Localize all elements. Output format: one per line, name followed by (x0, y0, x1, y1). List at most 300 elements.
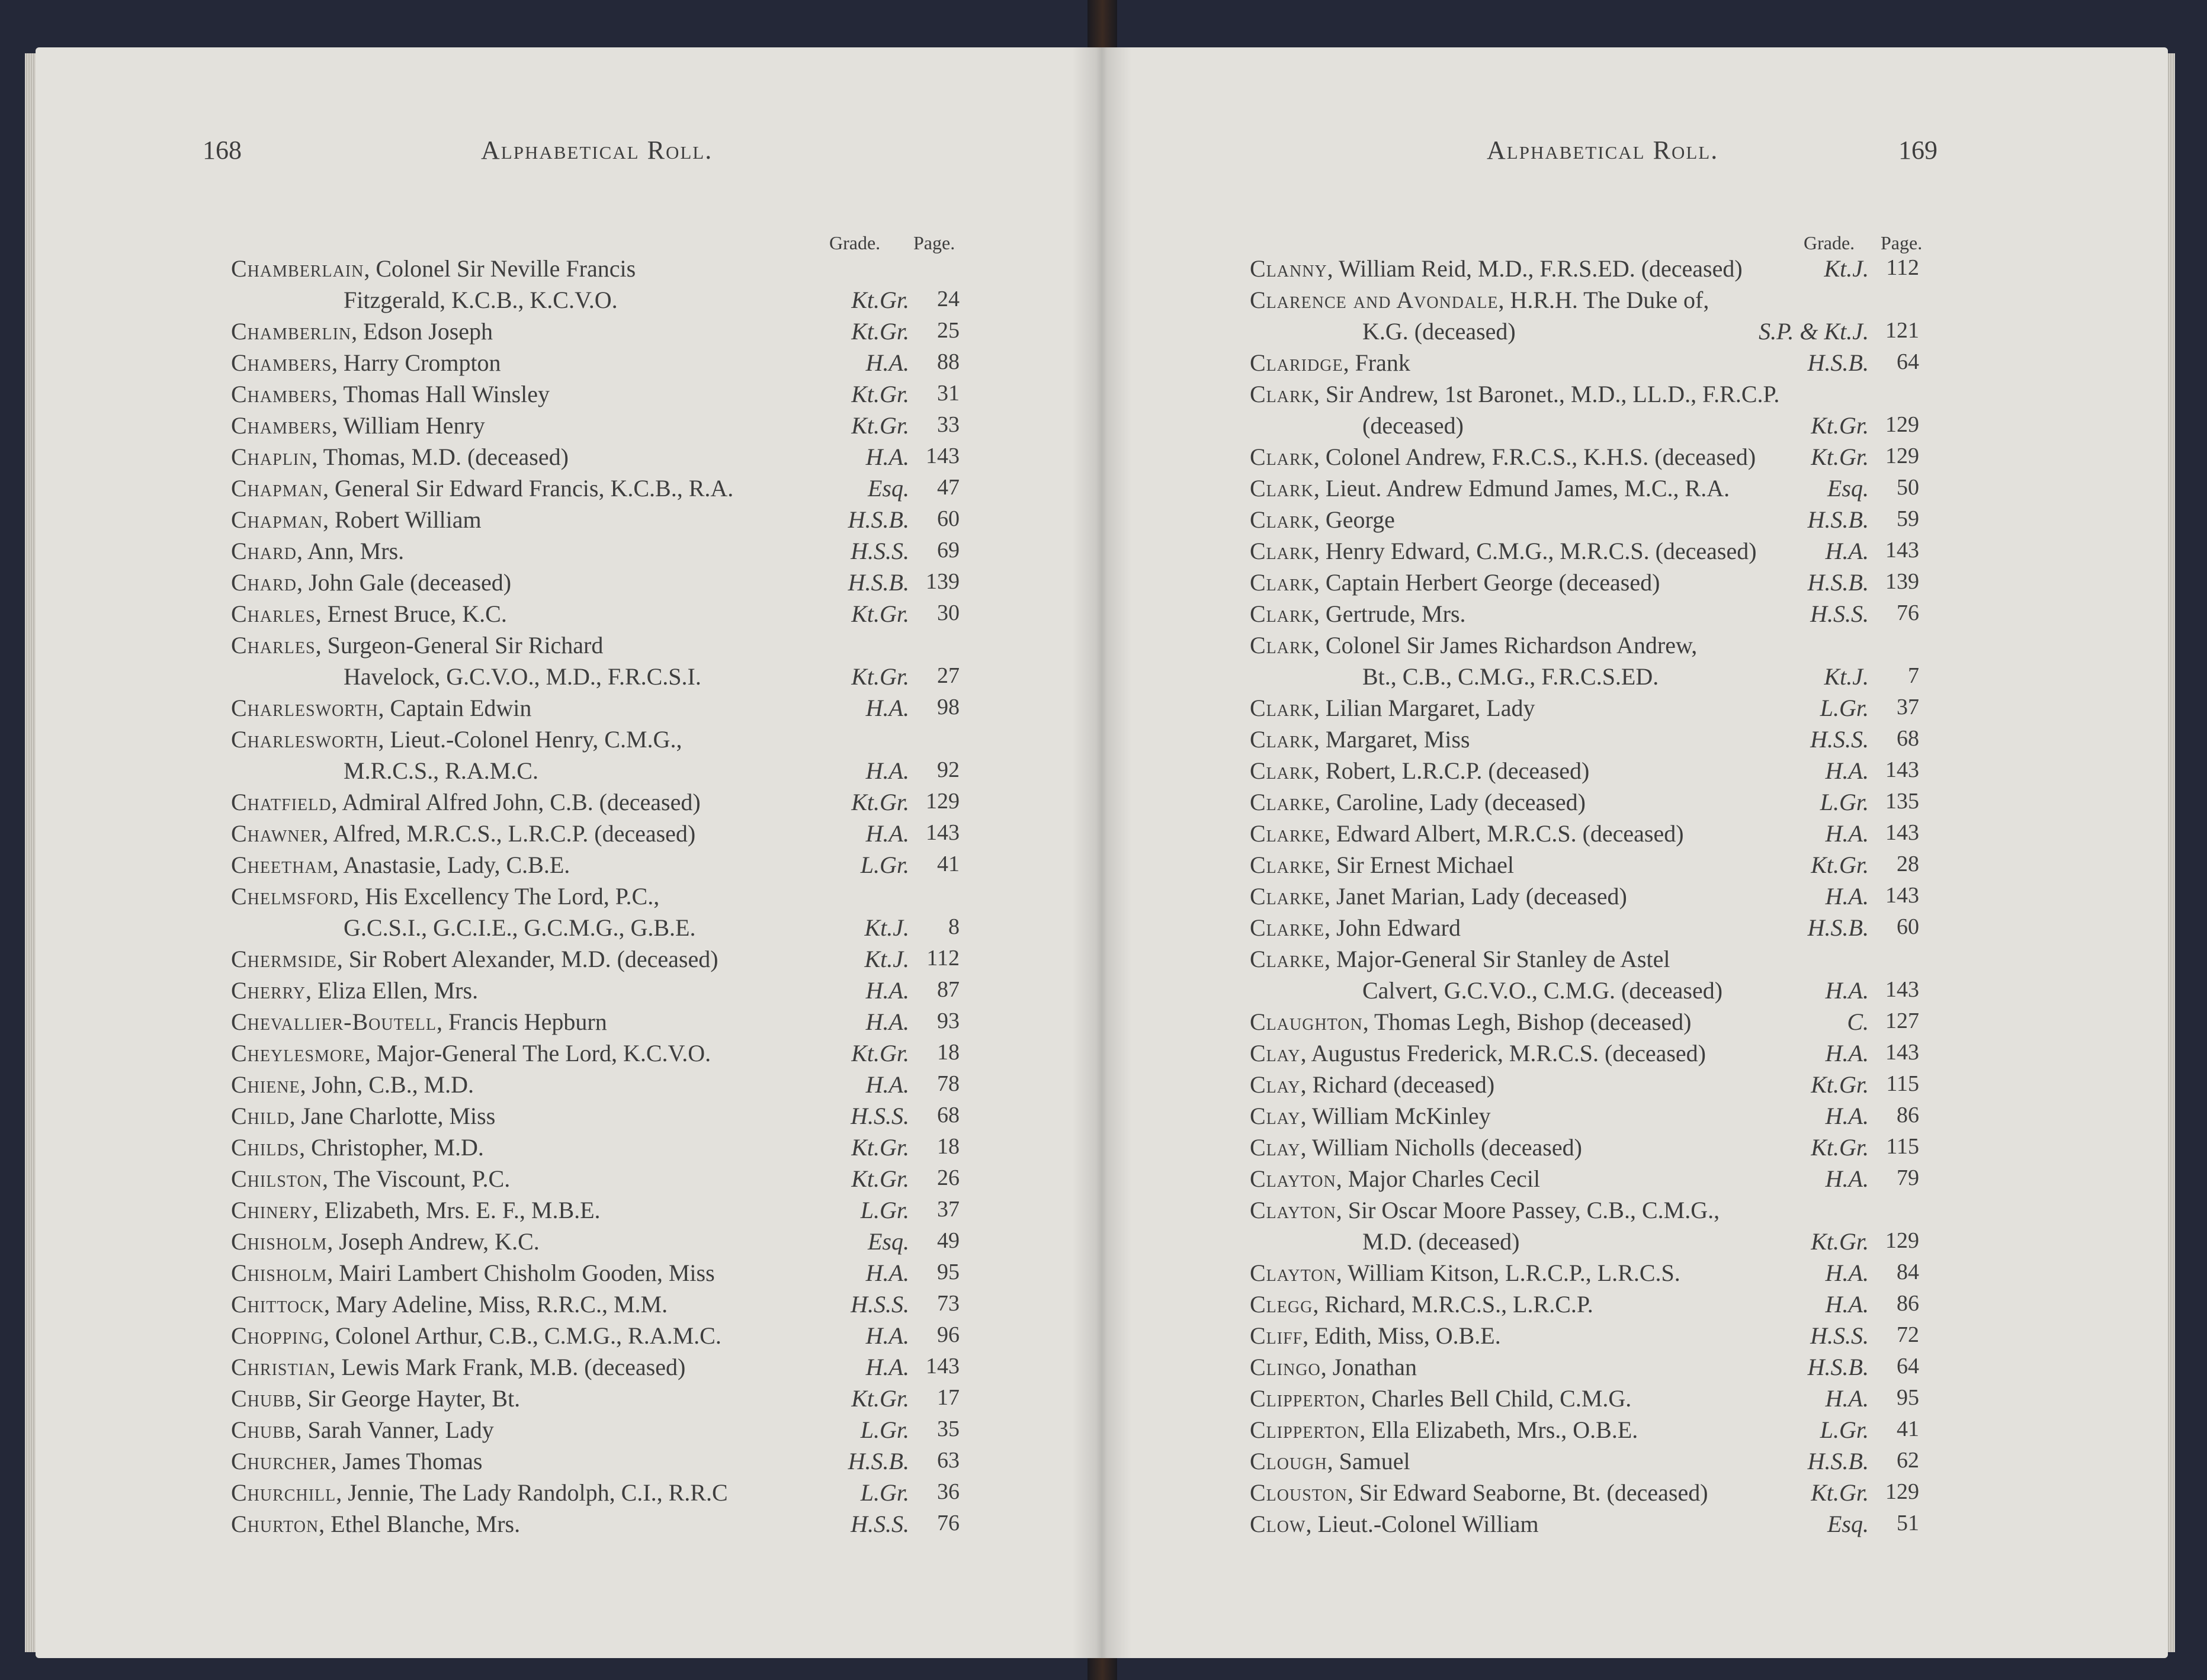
entry-grade: H.S.B. (848, 1448, 909, 1475)
entry-page: 24 (937, 287, 960, 311)
entry-name (1250, 945, 1670, 973)
entry-grade: H.S.S. (1810, 600, 1869, 627)
entry-page: 41 (937, 852, 960, 876)
entry-name (231, 1196, 601, 1224)
entry-page: 93 (937, 1008, 960, 1033)
entry-grade: Kt.Gr. (1811, 1134, 1869, 1161)
entry-surname: Chisholm (231, 1260, 328, 1286)
entry-surname: Chinery (231, 1197, 313, 1223)
entry-details: , Anastasie, Lady, C.B.E. (332, 852, 570, 878)
entry-name (231, 1322, 721, 1350)
entry-grade: H.A. (865, 1322, 909, 1349)
entry-page: 139 (1885, 569, 1919, 594)
roll-entry (1102, 1259, 2168, 1290)
roll-entry (36, 1479, 1102, 1510)
entry-name (1250, 788, 1586, 816)
entry-page: 127 (1885, 1008, 1919, 1033)
column-header-grade: Grade. (1804, 232, 1855, 253)
entry-page: 143 (926, 444, 960, 468)
entry-grade: H.A. (865, 349, 909, 376)
entry-details: M.D. (deceased) (1362, 1228, 1520, 1255)
entry-surname: Christian (231, 1354, 330, 1380)
roll-entry (1102, 1228, 2168, 1259)
entry-details: , Sir Ernest Michael (1324, 852, 1514, 878)
entry-name (231, 694, 531, 722)
entry-page: 129 (1885, 412, 1919, 437)
entry-page: 59 (1897, 506, 1919, 531)
entry-name (1250, 1196, 1720, 1224)
entry-surname: Chevallier-Boutell (231, 1008, 437, 1035)
roll-entry (1102, 568, 2168, 600)
entry-details: , William Nicholls (deceased) (1300, 1134, 1582, 1161)
entry-surname: Chelmsford (231, 883, 354, 910)
roll-entry (1102, 255, 2168, 286)
entry-page: 37 (937, 1197, 960, 1222)
entry-name (1250, 1479, 1708, 1506)
entry-details: Fitzgerald, K.C.B., K.C.V.O. (344, 287, 618, 313)
entry-details: , Lieut.-Colonel William (1305, 1511, 1539, 1537)
entry-grade: H.S.B. (848, 506, 909, 533)
entry-details: , James Thomas (331, 1448, 483, 1475)
entry-name (1250, 914, 1461, 942)
entry-grade: H.A. (1825, 1291, 1869, 1318)
entry-details: , Jonathan (1320, 1354, 1417, 1380)
entry-surname: Childs (231, 1134, 300, 1161)
entry-page: 98 (937, 695, 960, 719)
entry-grade: L.Gr. (1820, 1416, 1869, 1443)
entry-details: , Henry Edward, C.M.G., M.R.C.S. (deceased) (1313, 538, 1757, 564)
running-head (481, 135, 713, 165)
roll-entry (1102, 474, 2168, 506)
entry-details: , Captain Herbert George (deceased) (1313, 569, 1660, 596)
entry-page: 64 (1897, 349, 1919, 374)
entry-grade: H.A. (1825, 820, 1869, 847)
entry-details: , His Excellency The Lord, P.C., (353, 883, 660, 910)
entry-grade: Esq. (868, 1228, 909, 1255)
entry-grade: H.S.B. (1807, 914, 1869, 941)
entry-page: 115 (1886, 1071, 1919, 1096)
entry-details: Calvert, G.C.V.O., C.M.G. (deceased) (1362, 977, 1723, 1004)
entry-grade: H.A. (1825, 1260, 1869, 1286)
roll-entry (36, 474, 1102, 506)
entry-surname: Clark (1250, 538, 1314, 564)
roll-entry (36, 976, 1102, 1008)
entry-name (231, 474, 733, 502)
roll-entry (36, 317, 1102, 349)
entry-details: (deceased) (1362, 412, 1464, 439)
roll-entry (1102, 945, 2168, 976)
entry-surname: Clayton (1250, 1197, 1336, 1223)
roll-entry (36, 349, 1102, 380)
roll-entry (36, 1008, 1102, 1039)
entry-details: , Augustus Frederick, M.R.C.S. (deceased) (1300, 1040, 1706, 1067)
entry-details: Havelock, G.C.V.O., M.D., F.R.C.S.I. (344, 663, 701, 690)
roll-entry (36, 255, 1102, 286)
entry-surname: Claridge (1250, 349, 1343, 376)
entry-surname: Chaplin (231, 444, 312, 470)
entry-surname: Churcher (231, 1448, 331, 1475)
entry-page: 7 (1908, 663, 1919, 688)
entry-name (231, 1228, 540, 1255)
roll-entry (1102, 1102, 2168, 1133)
entry-name (1250, 568, 1660, 596)
roll-entry (36, 851, 1102, 882)
entry-page: 60 (1897, 914, 1919, 939)
entry-details: , Elizabeth, Mrs. E. F., M.B.E. (312, 1197, 601, 1223)
entry-grade: H.A. (865, 757, 909, 784)
entry-name (231, 882, 659, 910)
entry-details: , Lilian Margaret, Lady (1313, 695, 1535, 721)
entry-page: 76 (937, 1511, 960, 1536)
entry-surname: Clouston (1250, 1479, 1348, 1506)
entry-grade: H.A. (865, 695, 909, 721)
roll-entry (1102, 1353, 2168, 1385)
entry-details: , William Kitson, L.R.C.P., L.R.C.S. (1336, 1260, 1680, 1286)
entry-grade: H.A. (1825, 757, 1869, 784)
entry-page: 143 (926, 1354, 960, 1379)
entry-details: , Thomas Hall Winsley (332, 381, 550, 407)
right-page (1102, 47, 2168, 1658)
entry-grade: Kt.J. (1824, 663, 1869, 690)
entry-details: , Admiral Alfred John, C.B. (deceased) (331, 789, 701, 815)
entry-details: , General Sir Edward Francis, K.C.B., R.A. (323, 475, 734, 502)
entry-details: , Caroline, Lady (deceased) (1324, 789, 1586, 815)
entry-page: 64 (1897, 1354, 1919, 1379)
entry-name (1250, 1353, 1417, 1381)
entry-surname: Clegg (1250, 1291, 1313, 1318)
entry-grade: Kt.Gr. (851, 789, 909, 815)
entry-name (1250, 1259, 1680, 1287)
entry-grade: H.A. (865, 977, 909, 1004)
roll-entry (36, 882, 1102, 914)
entry-page: 26 (937, 1165, 960, 1190)
roll-entry (1102, 443, 2168, 474)
entry-details: , Ernest Bruce, K.C. (315, 600, 507, 627)
entry-page: 143 (1885, 977, 1919, 1002)
entry-name (231, 568, 511, 596)
entry-grade: Esq. (868, 475, 909, 502)
entry-surname: Clough (1250, 1448, 1327, 1475)
entry-page: 63 (937, 1448, 960, 1473)
entry-page: 88 (937, 349, 960, 374)
entry-surname: Chambers (231, 381, 332, 407)
entry-page: 35 (937, 1416, 960, 1441)
entry-grade: Kt.Gr. (851, 1040, 909, 1067)
entry-details: , Lieut. Andrew Edmund James, M.C., R.A. (1313, 475, 1730, 502)
entry-details: , Ella Elizabeth, Mrs., O.B.E. (1359, 1416, 1638, 1443)
entry-page: 18 (937, 1134, 960, 1159)
entry-surname: Clark (1250, 757, 1314, 784)
entry-details: , Sir Robert Alexander, M.D. (deceased) (336, 946, 718, 972)
entry-surname: Chambers (231, 412, 332, 439)
entry-name (231, 537, 404, 565)
entry-surname: Clayton (1250, 1165, 1336, 1192)
entry-name (1250, 694, 1535, 722)
roll-entry (1102, 1008, 2168, 1039)
entry-details: , Janet Marian, Lady (deceased) (1324, 883, 1627, 910)
roll-entry (1102, 600, 2168, 631)
entry-name (231, 380, 550, 408)
entry-grade: Kt.Gr. (851, 663, 909, 690)
entry-page: 68 (1897, 726, 1919, 751)
entry-details: , Major-General Sir Stanley de Astel (1324, 946, 1670, 972)
entry-grade: Esq. (1827, 475, 1869, 502)
roll-entry (1102, 1385, 2168, 1416)
entry-surname: Clark (1250, 381, 1314, 407)
entry-details: Bt., C.B., C.M.G., F.R.C.S.ED. (1362, 663, 1659, 690)
entry-details: , Frank (1343, 349, 1410, 376)
entry-details: , William McKinley (1300, 1103, 1491, 1129)
entry-page: 139 (926, 569, 960, 594)
entry-name (231, 412, 485, 439)
roll-entry (36, 506, 1102, 537)
entry-name (1250, 317, 1516, 345)
entry-name (231, 349, 501, 377)
roll-entry (36, 380, 1102, 412)
entry-grade: H.A. (865, 820, 909, 847)
roll-entry (1102, 914, 2168, 945)
roll-entry (1102, 631, 2168, 663)
entry-page: 69 (937, 538, 960, 563)
entry-name (231, 1353, 685, 1381)
entry-surname: Clarke (1250, 852, 1325, 878)
entry-surname: Chamberlain (231, 255, 364, 282)
entry-grade: H.A. (1825, 977, 1869, 1004)
entry-page: 143 (1885, 538, 1919, 563)
entry-grade: Kt.Gr. (851, 1165, 909, 1192)
entry-surname: Chatfield (231, 789, 332, 815)
entry-name (231, 1416, 494, 1444)
entry-name (1250, 286, 1709, 314)
entry-details: , John, C.B., M.D. (300, 1071, 474, 1098)
entry-page: 143 (1885, 757, 1919, 782)
entry-details: , Francis Hepburn (437, 1008, 607, 1035)
entry-details: , Sir Oscar Moore Passey, C.B., C.M.G., (1336, 1197, 1720, 1223)
entry-name (1250, 1416, 1638, 1444)
entry-surname: Chard (231, 538, 297, 564)
roll-entry (36, 914, 1102, 945)
entry-name (1250, 380, 1779, 408)
entry-page: 115 (1886, 1134, 1919, 1159)
entry-name (231, 851, 570, 879)
entry-details: , Edward Albert, M.R.C.S. (deceased) (1324, 820, 1684, 847)
roll-entry (36, 1133, 1102, 1165)
entry-name (1250, 1322, 1501, 1350)
roll-entry (36, 443, 1102, 474)
roll-entry (36, 537, 1102, 568)
entry-page: 51 (1897, 1511, 1919, 1536)
roll-entry (1102, 976, 2168, 1008)
entry-grade: H.A. (1825, 1165, 1869, 1192)
entry-details: , John Gale (deceased) (297, 569, 512, 596)
entry-name (1250, 600, 1466, 628)
entry-grade: H.S.S. (851, 1291, 909, 1318)
entry-details: , Alfred, M.R.C.S., L.R.C.P. (deceased) (322, 820, 696, 847)
roll-entry (1102, 1416, 2168, 1447)
entry-surname: Clipperton (1250, 1385, 1360, 1412)
entry-name (1250, 851, 1514, 879)
entry-details: , The Viscount, P.C. (322, 1165, 511, 1192)
entry-grade: Kt.Gr. (1811, 1071, 1869, 1098)
entry-surname: Cherry (231, 977, 306, 1004)
entry-grade: H.A. (1825, 538, 1869, 564)
entry-surname: Clark (1250, 475, 1314, 502)
entry-page: 143 (926, 820, 960, 845)
entry-surname: Charles (231, 632, 316, 658)
roll-entry (1102, 1447, 2168, 1479)
entry-surname: Chilston (231, 1165, 322, 1192)
roll-entry (36, 1165, 1102, 1196)
entry-grade: H.A. (865, 1354, 909, 1380)
entry-grade: H.S.S. (851, 1511, 909, 1537)
roll-entry (36, 1259, 1102, 1290)
entry-surname: Clarke (1250, 789, 1325, 815)
entry-details: , Robert, L.R.C.P. (deceased) (1313, 757, 1590, 784)
entry-surname: Chopping (231, 1322, 324, 1349)
entry-page: 68 (937, 1103, 960, 1128)
entry-surname: Churchill (231, 1479, 336, 1506)
roll-entry (36, 1416, 1102, 1447)
entry-details: , Thomas, M.D. (deceased) (312, 444, 569, 470)
entry-name (231, 788, 701, 816)
entry-name (1250, 1228, 1519, 1255)
roll-entry (1102, 1133, 2168, 1165)
entry-page: 86 (1897, 1103, 1919, 1128)
roll-entry (36, 1228, 1102, 1259)
entry-grade: L.Gr. (1820, 789, 1869, 815)
entry-surname: Chubb (231, 1416, 296, 1443)
entry-page: 31 (937, 381, 960, 406)
entry-surname: Claughton (1250, 1008, 1363, 1035)
entry-grade: S.P. & Kt.J. (1759, 318, 1869, 345)
entry-page: 30 (937, 600, 960, 625)
entry-surname: Chittock (231, 1291, 325, 1318)
roll-entry (36, 694, 1102, 725)
entry-details: , William Henry (332, 412, 485, 439)
roll-entry (36, 757, 1102, 788)
page-gutter-shadow (1072, 47, 1131, 1658)
entry-page: 95 (937, 1260, 960, 1284)
entry-page: 121 (1885, 318, 1919, 343)
roll-entry (1102, 317, 2168, 349)
entry-surname: Clark (1250, 695, 1314, 721)
entry-grade: Kt.Gr. (851, 381, 909, 407)
roll-entry (1102, 286, 2168, 317)
roll-entries (36, 255, 1102, 1541)
entry-surname: Clark (1250, 632, 1314, 658)
entry-name (231, 1071, 474, 1098)
entry-surname: Clay (1250, 1103, 1301, 1129)
roll-entry (1102, 1196, 2168, 1228)
roll-entry (36, 1039, 1102, 1071)
entry-surname: Clanny (1250, 255, 1327, 282)
entry-page: 50 (1897, 475, 1919, 500)
entry-details: , Ann, Mrs. (297, 538, 405, 564)
entry-page: 129 (926, 789, 960, 814)
roll-entry (36, 1510, 1102, 1541)
entry-details: , Thomas Legh, Bishop (deceased) (1362, 1008, 1692, 1035)
entry-grade: H.S.B. (848, 569, 909, 596)
entry-surname: Clingo (1250, 1354, 1321, 1380)
entry-page: 36 (937, 1479, 960, 1504)
entry-grade: Kt.Gr. (1811, 444, 1869, 470)
entry-grade: Kt.Gr. (851, 1134, 909, 1161)
roll-entry (36, 1071, 1102, 1102)
entry-surname: Clark (1250, 569, 1314, 596)
entry-surname: Chisholm (231, 1228, 328, 1255)
entry-surname: Chapman (231, 475, 323, 502)
entry-name (1250, 1039, 1706, 1067)
roll-entry (36, 412, 1102, 443)
entry-page: 37 (1897, 695, 1919, 719)
entry-details: , Sarah Vanner, Lady (296, 1416, 494, 1443)
entry-grade: H.A. (865, 1008, 909, 1035)
entry-details: , H.R.H. The Duke of, (1498, 287, 1709, 313)
entry-surname: Clay (1250, 1071, 1301, 1098)
entry-page: 33 (937, 412, 960, 437)
entry-page: 129 (1885, 444, 1919, 468)
entry-page: 129 (1885, 1479, 1919, 1504)
entry-details: , Surgeon-General Sir Richard (315, 632, 604, 658)
entry-grade: H.A. (865, 444, 909, 470)
entry-name (231, 945, 718, 973)
entry-details: , Colonel Andrew, F.R.C.S., K.H.S. (deceased) (1313, 444, 1756, 470)
entry-details: , Jane Charlotte, Miss (289, 1103, 496, 1129)
roll-entry (1102, 882, 2168, 914)
entry-name (1250, 631, 1697, 659)
entry-grade: C. (1847, 1008, 1869, 1035)
entry-details: , George (1313, 506, 1395, 533)
entry-surname: Charlesworth (231, 695, 378, 721)
entry-page: 143 (1885, 1040, 1919, 1065)
roll-entry (1102, 380, 2168, 412)
roll-entry (1102, 1039, 2168, 1071)
entry-surname: Chapman (231, 506, 323, 533)
entry-surname: Clarke (1250, 820, 1325, 847)
entry-grade: H.S.B. (1807, 569, 1869, 596)
entry-details: , Colonel Sir Neville Francis (364, 255, 636, 282)
entry-details: K.G. (deceased) (1362, 318, 1516, 345)
entry-page: 72 (1897, 1322, 1919, 1347)
roll-entry (1102, 1510, 2168, 1541)
entry-name (1250, 1447, 1410, 1475)
entry-name (1250, 820, 1684, 847)
entry-surname: Cheylesmore (231, 1040, 365, 1067)
left-page (36, 47, 1102, 1658)
entry-name (1250, 349, 1410, 377)
running-head (1487, 135, 1718, 165)
entry-name (231, 506, 482, 534)
entry-details: , Sir Edward Seaborne, Bt. (deceased) (1347, 1479, 1708, 1506)
entry-details: , Ethel Blanche, Mrs. (319, 1511, 521, 1537)
entry-grade: Esq. (1827, 1511, 1869, 1537)
entry-surname: Clay (1250, 1134, 1301, 1161)
roll-entry (36, 600, 1102, 631)
entry-name (1250, 506, 1395, 534)
entry-name (231, 600, 507, 628)
entry-surname: Clay (1250, 1040, 1301, 1067)
entry-name (231, 1165, 510, 1193)
running-head-text: Alphabetical Roll. (481, 136, 713, 165)
entry-page: 87 (937, 977, 960, 1002)
entry-surname: Clark (1250, 600, 1314, 627)
entry-grade: H.S.B. (1807, 1354, 1869, 1380)
entry-details: , Gertrude, Mrs. (1313, 600, 1466, 627)
entry-details: , Sir Andrew, 1st Baronet., M.D., LL.D., F.R.C.P. (1313, 381, 1780, 407)
entry-surname: Cliff (1250, 1322, 1303, 1349)
entry-page: 135 (1885, 789, 1919, 814)
roll-entry (36, 725, 1102, 757)
